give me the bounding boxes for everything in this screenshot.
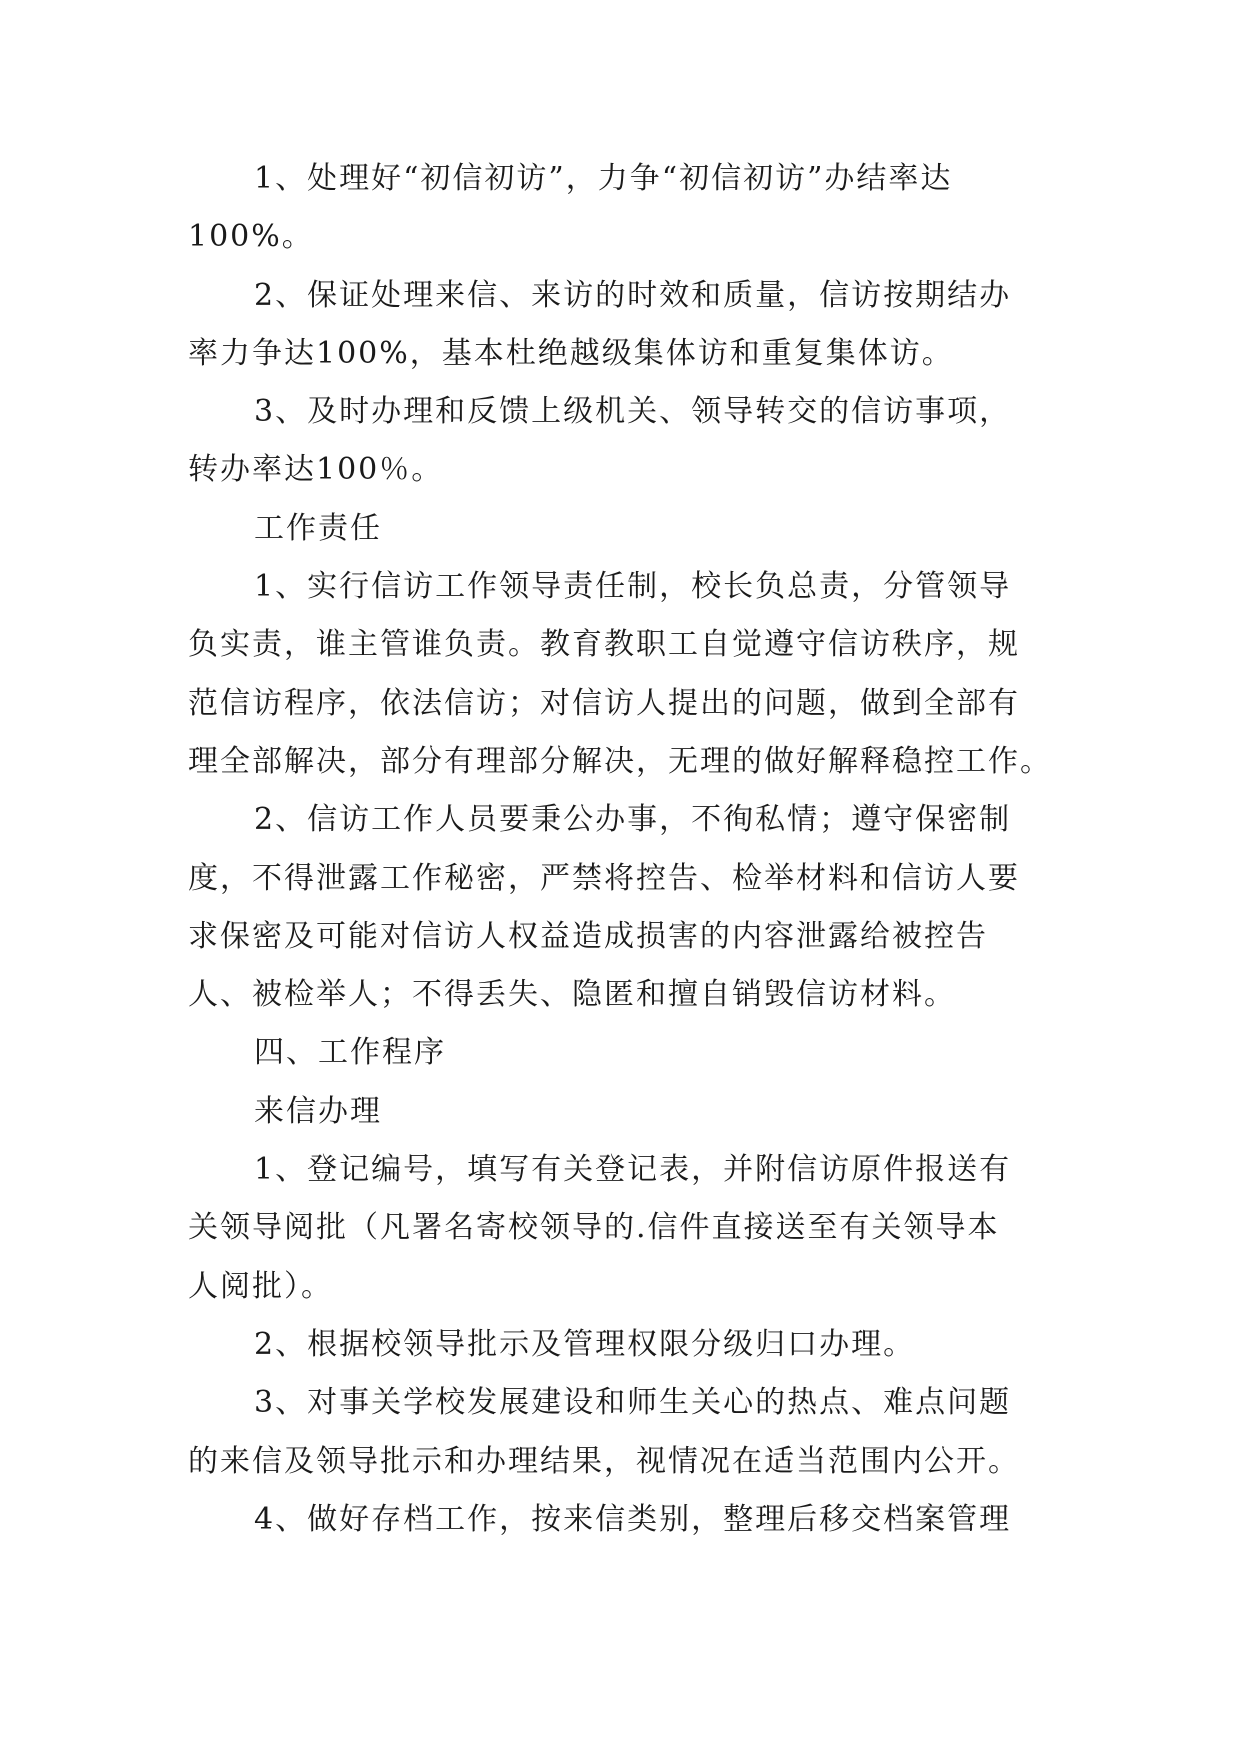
text-line: 2、保证处理来信、来访的时效和质量，信访按期结办 (254, 277, 1012, 313)
document-body (188, 150, 1068, 1549)
text-line: 3、对事关学校发展建设和师生关心的热点、难点问题 (254, 1385, 1012, 1421)
text-line: 2、信访工作人员要秉公办事，不徇私情；遵守保密制 (254, 802, 1012, 838)
text-line: 转办率达100％。 (188, 452, 444, 488)
text-line: 人阅批）。 (188, 1268, 333, 1304)
text-line: 2、根据校领导批示及管理权限分级归口办理。 (254, 1326, 916, 1362)
text-line: 关领导阅批（凡署名寄校领导的.信件直接送至有关领导本 (188, 1210, 1000, 1246)
text-line: 负实责，谁主管谁负责。教育教职工自觉遵守信访秩序，规 (188, 627, 1020, 663)
text-line: 3、及时办理和反馈上级机关、领导转交的信访事项， (254, 394, 1012, 430)
text-line: 四、工作程序 (254, 1035, 446, 1071)
text-line: 率力争达100%，基本杜绝越级集体访和重复集体访。 (188, 335, 954, 371)
text-line: 求保密及可能对信访人权益造成损害的内容泄露给被控告 (188, 918, 988, 954)
text-line: 范信访程序，依法信访；对信访人提出的问题，做到全部有 (188, 685, 1020, 721)
text-line: 工作责任 (254, 510, 382, 546)
text-line: 1、处理好“初信初访”，力争“初信初访”办结率达 (254, 161, 953, 196)
text-line: 100%。 (188, 219, 314, 255)
text-line: 理全部解决，部分有理部分解决，无理的做好解释稳控工作。 (188, 743, 1052, 779)
text-line: 度，不得泄露工作秘密，严禁将控告、检举材料和信访人要 (188, 860, 1020, 896)
text-line: 1、登记编号，填写有关登记表，并附信访原件报送有 (254, 1152, 1012, 1188)
text-line: 4、做好存档工作，按来信类别，整理后移交档案管理 (254, 1501, 1012, 1537)
text-line: 人、被检举人；不得丢失、隐匿和擅自销毁信访材料。 (188, 977, 956, 1013)
text-line: 1、实行信访工作领导责任制，校长负总责，分管领导 (254, 569, 1012, 605)
text-line: 来信办理 (254, 1093, 382, 1129)
text-line: 的来信及领导批示和办理结果，视情况在适当范围内公开。 (188, 1443, 1020, 1479)
